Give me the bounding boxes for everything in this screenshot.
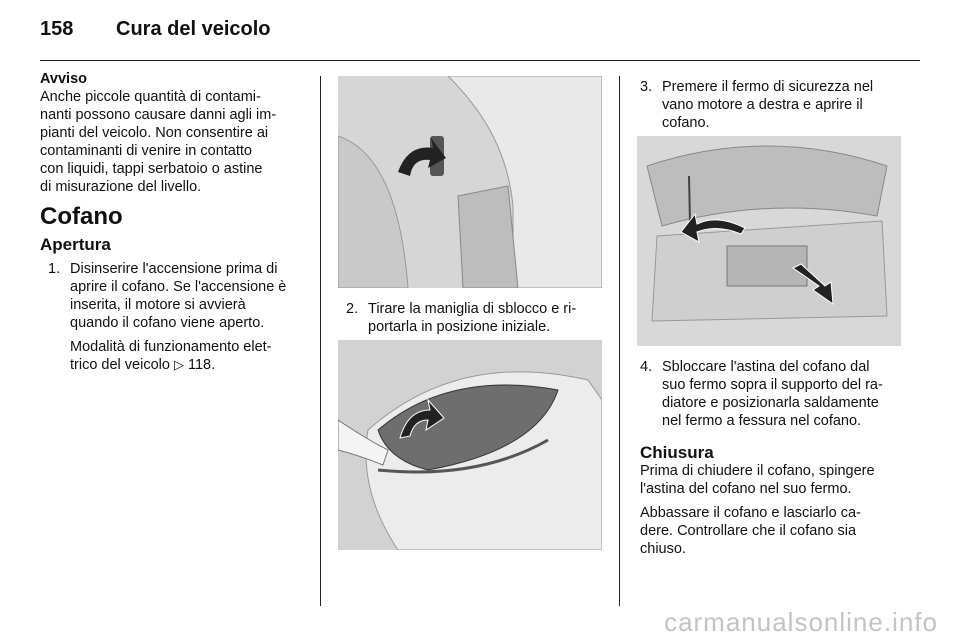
step-1-note <box>70 338 312 374</box>
text-line: nel fermo a fessura nel cofano. <box>662 413 862 429</box>
text-line: Prima di chiudere il cofano, spingere <box>640 463 875 479</box>
hood-front-illustration <box>338 340 602 550</box>
closing-paragraph-1 <box>640 462 910 498</box>
text-line: Disinserire l'accensione prima di <box>70 261 278 277</box>
text-line: dere. Controllare che il cofano sia <box>640 523 857 539</box>
closing-paragraph-2 <box>640 504 910 558</box>
text-line: con liquidi, tappi serbatoio o astine <box>40 161 263 177</box>
arrow-right-triangle-icon[interactable]: ▷ <box>173 357 184 372</box>
text-line: Abbassare il cofano e lasciarlo ca- <box>640 505 861 521</box>
text-line: contaminanti di venire in contatto <box>40 143 252 159</box>
release-handle-drawing <box>338 76 602 288</box>
step-number: 4. <box>640 359 653 375</box>
text-line: Premere il fermo di sicurezza nel <box>662 79 874 95</box>
text-line: inserita, il motore si avvierà <box>70 297 246 313</box>
text-line: Anche piccole quantità di contami- <box>40 89 261 105</box>
column-divider-1 <box>320 76 321 606</box>
engine-bay-drawing <box>637 136 901 346</box>
text-line: diatore e posizionarla saldamente <box>662 395 879 411</box>
step-2 <box>346 300 608 336</box>
text-line: pianti del veicolo. Non consentire ai <box>40 125 269 141</box>
text-line: cofano. <box>662 115 710 131</box>
column-middle <box>338 300 608 342</box>
text-line: suo fermo sopra il supporto del ra- <box>662 377 883 393</box>
step-number: 1. <box>48 261 61 277</box>
text-line: Sbloccare l'astina del cofano dal <box>662 359 870 375</box>
page-header <box>40 18 271 41</box>
watermark: carmanualsonline.info <box>664 607 938 637</box>
step-1 <box>48 260 312 374</box>
notice-text <box>40 88 312 196</box>
release-handle-illustration <box>338 76 602 288</box>
text-line: aprire il cofano. Se l'accensione è <box>70 279 287 295</box>
hood-front-drawing <box>338 340 602 550</box>
text-line: vano motore a destra e aprire il <box>662 97 863 113</box>
engine-bay-illustration <box>637 136 901 346</box>
column-left <box>40 70 312 380</box>
step-number: 2. <box>346 301 359 317</box>
closing-title: Chiusura <box>640 443 714 462</box>
text-line: chiuso. <box>640 541 686 557</box>
section-title: Cofano <box>40 203 123 230</box>
step-number: 3. <box>640 79 653 95</box>
text-line: quando il cofano viene aperto. <box>70 315 265 331</box>
step-3 <box>640 78 908 132</box>
page-number: 158 <box>40 18 74 40</box>
page-reference[interactable]: 118. <box>188 357 216 373</box>
text-line: Tirare la maniglia di sblocco e ri- <box>368 301 577 317</box>
page-title: Cura del veicolo <box>116 18 271 40</box>
text-line: portarla in posizione iniziale. <box>368 319 551 335</box>
text-line: Modalità di funzionamento elet- <box>70 339 272 355</box>
text-line-ref <box>70 356 312 374</box>
text-line: trico del veicolo <box>70 357 170 373</box>
step-4 <box>640 358 910 430</box>
text-line: nanti possono causare danni agli im- <box>40 107 277 123</box>
column-right-lower <box>640 358 910 558</box>
column-right <box>640 78 908 138</box>
header-rule <box>40 60 920 61</box>
text-line: di misurazione del livello. <box>40 179 202 195</box>
text-line: l'astina del cofano nel suo fermo. <box>640 481 852 497</box>
notice-title: Avviso <box>40 71 88 87</box>
subsection-title: Apertura <box>40 235 111 254</box>
column-divider-2 <box>619 76 620 606</box>
